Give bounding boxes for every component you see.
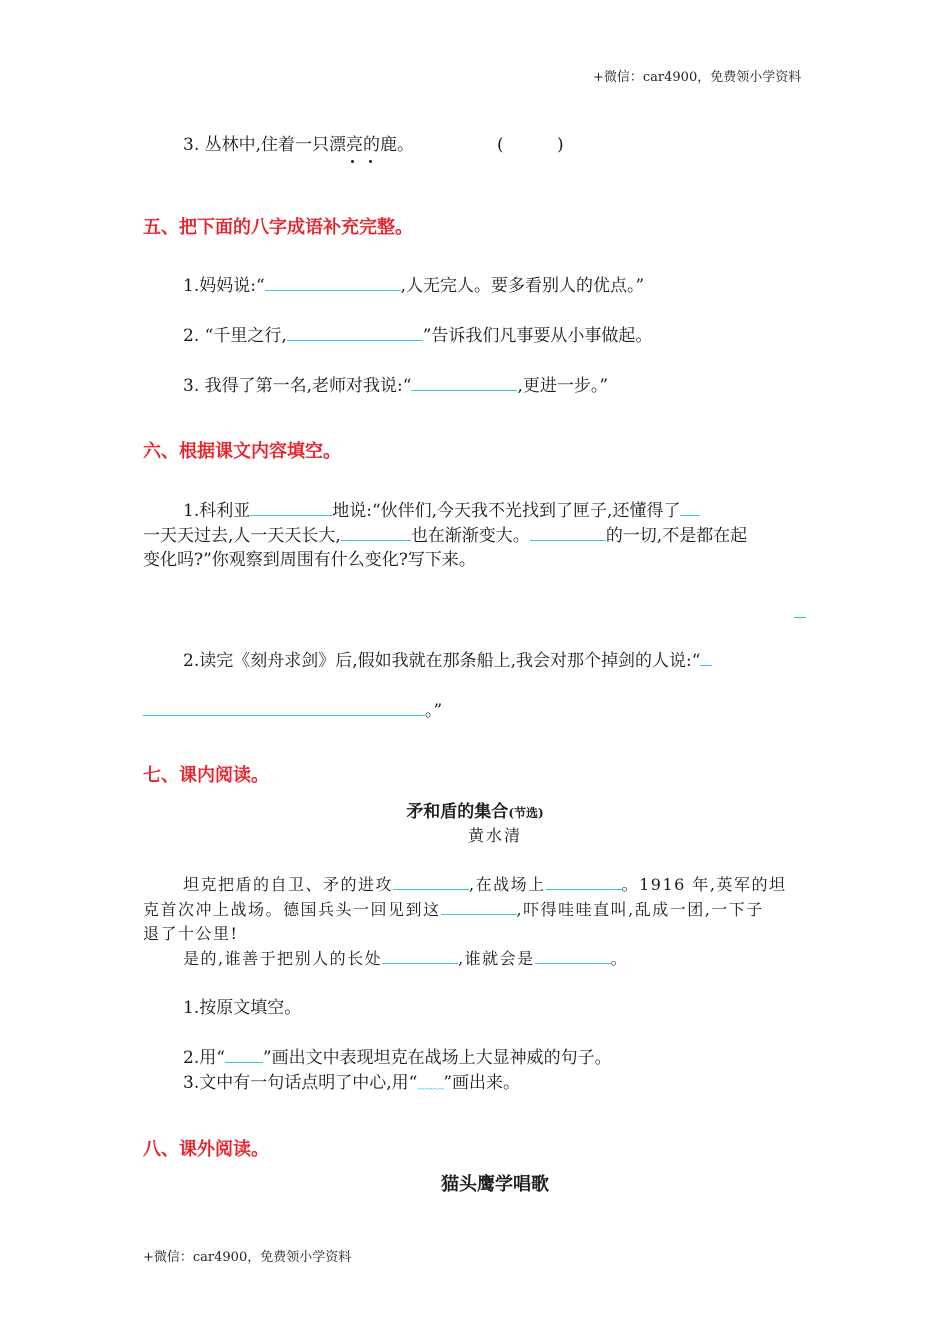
answer-blank[interactable] (700, 648, 712, 666)
passage2-title: 猫头鹰学唱歌 (441, 1174, 549, 1195)
watermark-bottom: +微信：car4900，免费领小学资料 (143, 1250, 352, 1265)
answer-blank[interactable] (680, 498, 700, 516)
sec6-q1-line1 (183, 498, 700, 523)
passage-line4 (183, 946, 628, 969)
passage-title-note: (节选) (508, 806, 544, 820)
passage-title (0, 797, 950, 822)
passage-p1-a: 坦克把盾的自卫、矛的进攻 (183, 875, 394, 894)
sec5-q3 (183, 373, 608, 398)
sec4-q3-text: 3. 丛林中,住着一只漂亮的鹿。 (183, 135, 415, 155)
sec7-q2-post: ”画出文中表现坦克在战场上大显神威的句子。 (262, 1048, 612, 1068)
answer-blank[interactable] (393, 872, 469, 890)
sec5-q2 (183, 323, 652, 348)
answer-blank[interactable] (250, 498, 332, 516)
passage-title-text: 矛和盾的集合 (406, 802, 509, 822)
passage-author: 黄水清 (467, 826, 522, 845)
answer-blank[interactable] (265, 273, 401, 291)
heading-sec6: 六、根据课文内容填空。 (143, 441, 341, 462)
sec7-q3-pre: 3.文中有一句话点明了中心,用“ (183, 1073, 418, 1093)
passage-p1-b: ,在战场上 (469, 875, 546, 894)
watermark-top: +微信：car4900，免费领小学资料 (593, 70, 802, 85)
sec5-q1 (183, 273, 644, 298)
sec5-q2-pre: 2. “千里之行, (183, 326, 287, 346)
wavy-line-mark: ﹏﹏ (417, 1076, 444, 1092)
sec6-q1-line3: 变化吗?”你观察到周围有什么变化?写下来。 (143, 550, 476, 570)
sec6-q1-l1-mid: 地说:“伙伴们,今天我不光找到了匣子,还懂得了 (332, 501, 681, 521)
heading-sec5: 五、把下面的八字成语补充完整。 (143, 217, 413, 238)
passage-p2-b: ,吓得哇哇直叫,乱成一团,一下子 (516, 900, 764, 919)
sec5-q1-post: ,人无完人。要多看别人的优点。” (400, 276, 645, 296)
heading-sec7: 七、课内阅读。 (143, 765, 269, 786)
sec7-q1: 1.按原文填空。 (183, 998, 302, 1018)
sec6-q1-l2-mid: 也在渐渐变大。 (410, 526, 530, 546)
sec5-q3-pre: 3. 我得了第一名,老师对我说:“ (183, 376, 412, 396)
sec7-q2-pre: 2.用“ (183, 1048, 225, 1068)
answer-blank[interactable] (382, 946, 458, 964)
answer-blank[interactable] (535, 946, 611, 964)
passage-p2-a: 克首次冲上战场。德国兵头一回见到这 (143, 900, 441, 919)
passage-p4-c: 。 (610, 949, 629, 968)
emphasis-dot (369, 160, 372, 163)
answer-blank[interactable] (441, 897, 517, 915)
sec6-q2-line2 (143, 698, 442, 723)
answer-blank[interactable] (530, 523, 606, 541)
answer-blank[interactable] (546, 872, 622, 890)
answer-blank[interactable] (143, 698, 425, 716)
sec5-q2-post: ”告诉我们凡事要从小事做起。 (422, 326, 653, 346)
sec7-q3-post: ”画出来。 (443, 1073, 521, 1093)
sec6-q2-post: 。” (425, 701, 443, 721)
sec5-q3-post: ,更进一步。” (517, 376, 609, 396)
emphasis-dot (351, 160, 354, 163)
sec6-q1-line2 (143, 523, 747, 548)
answer-blank[interactable] (411, 373, 517, 391)
heading-sec8: 八、课外阅读。 (143, 1139, 269, 1160)
straight-line-mark (225, 1045, 263, 1063)
passage-p1-c: 。1916 年,英军的坦 (621, 875, 787, 894)
passage-line2 (143, 897, 764, 920)
sec4-q3-paren-open: ( (497, 135, 504, 155)
passage-line3: 退了十公里! (143, 924, 239, 943)
passage-line1 (183, 872, 787, 895)
sec6-q1-l2-pre: 一天天过去,人一天天长大, (143, 526, 341, 546)
answer-blank[interactable] (794, 617, 806, 618)
sec6-q2-line1 (183, 648, 712, 673)
sec7-q3 (183, 1071, 520, 1096)
passage-p4-b: ,谁就会是 (458, 949, 535, 968)
answer-blank[interactable] (341, 523, 411, 541)
sec4-q3-paren-close: ) (557, 135, 564, 155)
sec4-q3 (183, 133, 414, 157)
passage-p4-a: 是的,谁善于把别人的长处 (183, 949, 383, 968)
answer-blank[interactable] (287, 323, 423, 341)
sec7-q2 (183, 1045, 612, 1070)
sec6-q1-l1-pre: 1.科利亚 (183, 501, 251, 521)
sec5-q1-pre: 1.妈妈说:“ (183, 276, 265, 296)
sec6-q2-pre: 2.读完《刻舟求剑》后,假如我就在那条船上,我会对那个掉剑的人说:“ (183, 651, 701, 671)
sec6-q1-l2-post: 的一切,不是都在起 (605, 526, 748, 546)
